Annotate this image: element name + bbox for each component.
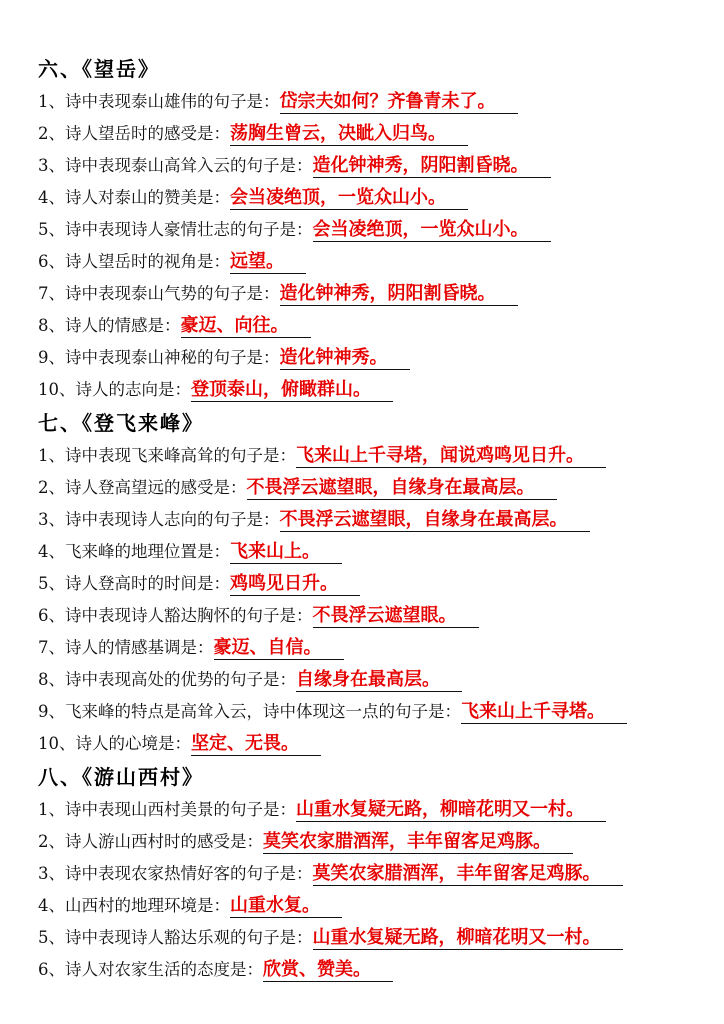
qa-item	[0, 342, 724, 374]
answer: 登顶泰山，俯瞰群山。	[191, 379, 393, 402]
answer: 造化钟神秀，阴阳割昏晓。	[313, 155, 551, 178]
answer: 造化钟神秀。	[280, 347, 410, 370]
qa-item	[0, 440, 724, 472]
question: 4、山西村的地理环境是：	[38, 896, 230, 915]
qa-item	[0, 696, 724, 728]
qa-item	[0, 826, 724, 858]
question: 10、诗人的心境是：	[38, 734, 191, 753]
question: 9、诗中表现泰山神秘的句子是：	[38, 348, 280, 367]
qa-item	[0, 86, 724, 118]
answer: 豪迈、自信。	[214, 637, 344, 660]
section-wangyue	[0, 52, 724, 406]
answer: 会当凌绝顶，一览众山小。	[313, 219, 551, 242]
question: 10、诗人的志向是：	[38, 380, 191, 399]
answer: 坚定、无畏。	[191, 733, 321, 756]
answer: 自缘身在最高层。	[296, 669, 462, 692]
qa-item	[0, 504, 724, 536]
question: 3、诗中表现泰山高耸入云的句子是：	[38, 156, 313, 175]
qa-item	[0, 890, 724, 922]
question: 6、诗中表现诗人豁达胸怀的句子是：	[38, 606, 313, 625]
question: 8、诗中表现高处的优势的句子是：	[38, 670, 296, 689]
qa-item	[0, 664, 724, 696]
section-title: 七、《登飞来峰》	[38, 411, 204, 435]
answer: 远望。	[230, 251, 306, 274]
answer: 会当凌绝顶，一览众山小。	[230, 187, 468, 210]
answer: 欣赏、赞美。	[263, 959, 393, 982]
question: 1、诗中表现泰山雄伟的句子是：	[38, 92, 280, 111]
qa-item	[0, 922, 724, 954]
qa-item	[0, 118, 724, 150]
qa-item	[0, 536, 724, 568]
qa-item	[0, 472, 724, 504]
qa-item	[0, 600, 724, 632]
question: 4、诗人对泰山的赞美是：	[38, 188, 230, 207]
question: 1、诗中表现飞来峰高耸的句子是：	[38, 446, 296, 465]
answer: 山重水复疑无路，柳暗花明又一村。	[296, 799, 606, 822]
qa-item	[0, 728, 724, 760]
question: 1、诗中表现山西村美景的句子是：	[38, 800, 296, 819]
question: 8、诗人的情感是：	[38, 316, 181, 335]
question: 5、诗中表现诗人豁达乐观的句子是：	[38, 928, 313, 947]
answer: 飞来山上。	[230, 541, 342, 564]
qa-item	[0, 182, 724, 214]
answer: 飞来山上千寻塔，闻说鸡鸣见日升。	[296, 445, 606, 468]
answer: 莫笑农家腊酒浑，丰年留客足鸡豚。	[263, 831, 573, 854]
answer: 不畏浮云遮望眼。	[313, 605, 479, 628]
answer: 造化钟神秀，阴阳割昏晓。	[280, 283, 518, 306]
question: 7、诗人的情感基调是：	[38, 638, 214, 657]
question: 4、飞来峰的地理位置是：	[38, 542, 230, 561]
question: 6、诗人对农家生活的态度是：	[38, 960, 263, 979]
qa-item	[0, 858, 724, 890]
section-youshanxicun	[0, 760, 724, 986]
section-dengfeilaifeng	[0, 406, 724, 760]
qa-item	[0, 214, 724, 246]
qa-item	[0, 632, 724, 664]
question: 2、诗人游山西村时的感受是：	[38, 832, 263, 851]
answer: 不畏浮云遮望眼，自缘身在最高层。	[247, 477, 557, 500]
question: 7、诗中表现泰山气势的句子是：	[38, 284, 280, 303]
qa-item	[0, 150, 724, 182]
section-title: 八、《游山西村》	[38, 765, 204, 789]
answer: 山重水复。	[230, 895, 342, 918]
qa-item	[0, 794, 724, 826]
qa-item	[0, 246, 724, 278]
answer: 不畏浮云遮望眼，自缘身在最高层。	[280, 509, 590, 532]
question: 2、诗人登高望远的感受是：	[38, 478, 247, 497]
answer: 山重水复疑无路，柳暗花明又一村。	[313, 927, 623, 950]
answer: 岱宗夫如何？齐鲁青未了。	[280, 91, 518, 114]
question: 5、诗人登高时的时间是：	[38, 574, 230, 593]
answer: 荡胸生曾云，决眦入归鸟。	[230, 123, 468, 146]
worksheet	[0, 52, 724, 986]
question: 6、诗人望岳时的视角是：	[38, 252, 230, 271]
answer: 豪迈、向往。	[181, 315, 311, 338]
question: 3、诗中表现诗人志向的句子是：	[38, 510, 280, 529]
answer: 鸡鸣见日升。	[230, 573, 360, 596]
qa-item	[0, 568, 724, 600]
qa-item	[0, 310, 724, 342]
question: 5、诗中表现诗人豪情壮志的句子是：	[38, 220, 313, 239]
answer: 飞来山上千寻塔。	[461, 701, 627, 724]
section-title: 六、《望岳》	[38, 57, 160, 81]
qa-item	[0, 374, 724, 406]
qa-item	[0, 954, 724, 986]
question: 3、诗中表现农家热情好客的句子是：	[38, 864, 313, 883]
qa-item	[0, 278, 724, 310]
answer: 莫笑农家腊酒浑，丰年留客足鸡豚。	[313, 863, 623, 886]
question: 2、诗人望岳时的感受是：	[38, 124, 230, 143]
question: 9、飞来峰的特点是高耸入云，诗中体现这一点的句子是：	[38, 702, 461, 721]
